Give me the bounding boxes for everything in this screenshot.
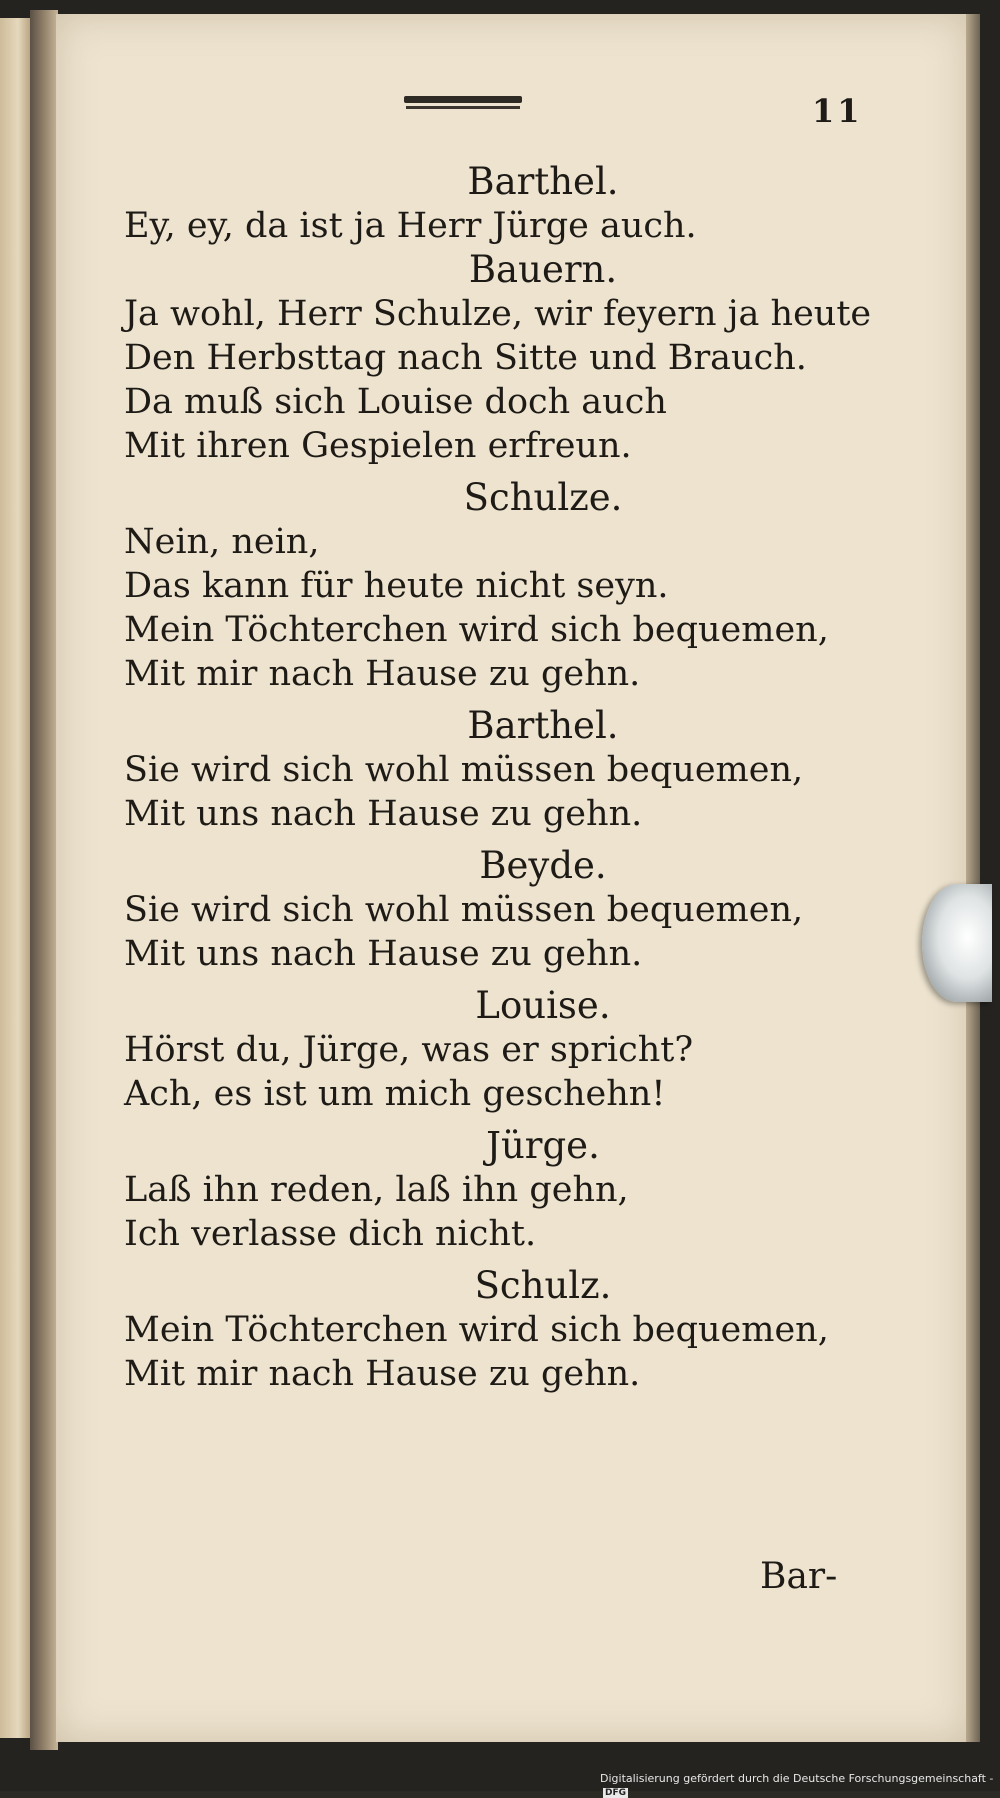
speaker-heading: Jürge. [486,1124,600,1167]
verse-line: Mit uns nach Hause zu gehn. [124,934,643,974]
book-gutter [30,10,58,1750]
verse-line: Ach, es ist um mich geschehn! [124,1074,666,1114]
verse-line: Nein, nein, [124,522,320,562]
previous-page-edge [0,18,32,1738]
verse-line: Den Herbsttag nach Sitte und Brauch. [124,338,807,378]
verse-line: Ja wohl, Herr Schulze, wir feyern ja heute [124,294,872,334]
verse-line: Mit mir nach Hause zu gehn. [124,1354,641,1394]
verse-line: Mit uns nach Hause zu gehn. [124,794,643,834]
verse-line: Hörst du, Jürge, was er spricht? [124,1030,694,1070]
verse-line: Mein Töchterchen wird sich bequemen, [124,610,829,650]
play-text [124,160,904,1396]
verse-line: Sie wird sich wohl müssen bequemen, [124,890,804,930]
verse-line: Sie wird sich wohl müssen bequemen, [124,750,804,790]
verse-line: Ey, ey, da ist ja Herr Jürge auch. [124,206,697,246]
speaker-heading: Barthel. [467,160,619,203]
verse-line: Mit ihren Gespielen erfreun. [124,426,632,466]
dfg-logo: DFG [605,1788,627,1798]
speaker-heading: Louise. [475,984,611,1027]
header-ornament-rule [404,96,522,114]
page-number: 11 [812,92,863,130]
verse-line: Mein Töchterchen wird sich bequemen, [124,1310,829,1350]
speaker-heading: Bauern. [468,248,618,291]
speaker-heading: Schulze. [463,476,623,519]
speaker-heading: Schulz. [474,1264,612,1307]
verse-line: Mit mir nach Hause zu gehn. [124,654,641,694]
credit-text: Digitalisierung gefördert durch die Deutsche Forschungsgemeinschaft - [600,1772,994,1785]
catchword: Bar- [760,1556,838,1597]
page-clip [922,884,992,1002]
verse-line: Ich verlasse dich nicht. [124,1214,537,1254]
verse-line: Das kann für heute nicht seyn. [124,566,669,606]
verse-line: Da muß sich Louise doch auch [124,382,667,422]
speaker-heading: Beyde. [479,844,607,887]
digitization-credit [600,1772,1000,1798]
verse-line: Laß ihn reden, laß ihn gehn, [124,1170,629,1210]
speaker-heading: Barthel. [467,704,619,747]
page-edge-shadow [966,14,980,1742]
